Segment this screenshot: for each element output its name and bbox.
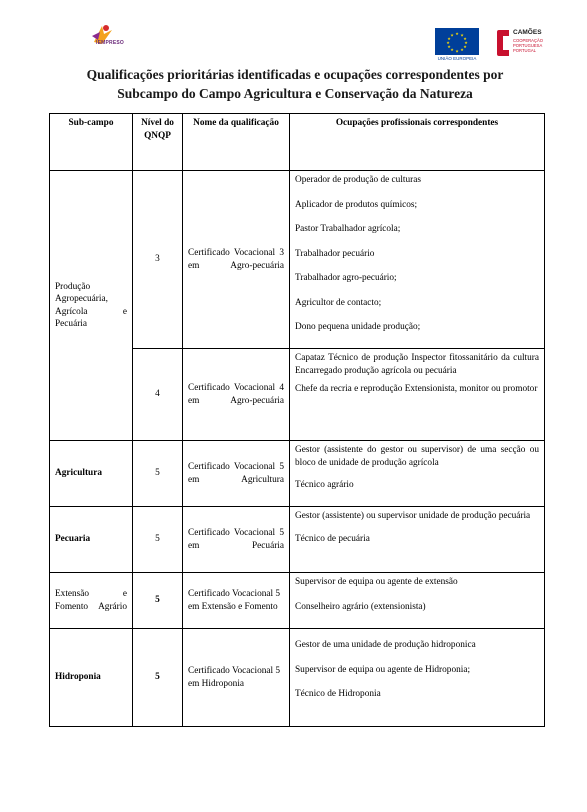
level-cell: 5	[133, 629, 183, 727]
occupations-cell	[290, 441, 545, 507]
subfield-cell	[50, 171, 133, 441]
occupations-cell	[290, 349, 545, 441]
svg-text:★: ★	[446, 40, 450, 45]
table-row	[50, 573, 545, 629]
occupation-item: Pastor Trabalhador agrícola;	[295, 224, 401, 234]
occupations-cell	[290, 171, 545, 349]
svg-text:★: ★	[463, 36, 467, 41]
occupation-item: Técnico de Hidroponia	[295, 689, 381, 699]
occupation-item: Gestor de uma unidade de produção hidroponica	[295, 640, 476, 650]
occupation-item: Aplicador de produtos químicos;	[295, 199, 418, 210]
camoes-subtitle: COOPERAÇÃO PORTUGUESA PORTUGAL	[513, 38, 544, 53]
subfield-cell: Hidroponia	[50, 629, 133, 727]
subfield-label: Produção Agropecuária, Agrícola e Pecuária	[55, 281, 127, 329]
title-line-2: Subcampo do Campo Agricultura e Conservação da Natureza	[117, 86, 473, 101]
eu-flag-icon	[435, 28, 479, 55]
svg-text:★: ★	[464, 40, 468, 45]
table-row	[50, 441, 545, 507]
camoes-mark-icon	[497, 30, 509, 56]
qualification-name: Certificado Vocacional 5 em Agricultura	[188, 462, 284, 485]
document-title	[60, 65, 530, 103]
occupation-item: Gestor (assistente) ou supervisor unidade de produção pecuária	[295, 511, 531, 521]
header-subfield: Sub-campo	[50, 114, 133, 171]
level-cell: 3	[133, 171, 183, 349]
qualification-name-cell	[183, 629, 290, 727]
qualification-name: Certificado Vocacional 5 em Pecuária	[188, 528, 284, 551]
level-cell: 5	[133, 507, 183, 573]
eu-caption: UNIÃO EUROPEIA	[437, 56, 477, 61]
svg-text:★: ★	[460, 47, 464, 52]
occupation-item: Trabalhador agro-pecuário;	[295, 273, 397, 283]
qualification-name-cell	[183, 171, 290, 349]
table-row	[50, 507, 545, 573]
occupation-item: Supervisor de equipa ou agente de extensão	[295, 577, 458, 587]
level-cell: 5	[133, 441, 183, 507]
qualifications-table	[49, 113, 545, 727]
table-row	[50, 629, 545, 727]
camoes-title: CAMÕES	[513, 29, 542, 36]
svg-text:★: ★	[463, 44, 467, 49]
qualification-name-cell	[183, 349, 290, 441]
occupation-item: Técnico de pecuária	[295, 533, 370, 544]
occupation-item: Agricultor de contacto;	[295, 297, 382, 308]
table-row	[50, 171, 545, 349]
camoes-logo	[497, 26, 559, 62]
svg-text:★: ★	[455, 31, 459, 36]
qualification-name: Certificado Vocacional 5 em Hidroponia	[188, 666, 281, 689]
iempreso-logo-text: IEMPRESO	[96, 40, 124, 46]
occupation-item: Supervisor de equipa ou agente de Hidroponia;	[295, 664, 471, 675]
level-cell: 5	[133, 573, 183, 629]
occupation-item: Gestor (assistente do gestor ou supervisor) de uma secção ou bloco de unidade de produção agrícola	[295, 445, 539, 468]
occupation-item: Operador de produção de culturas	[295, 175, 421, 185]
occupation-item: Dono pequena unidade produção;	[295, 322, 421, 332]
qualification-name-cell	[183, 573, 290, 629]
occupation-item: Conselheiro agrário (extensionista)	[295, 601, 426, 612]
svg-text:★: ★	[460, 32, 464, 38]
occupations-cell	[290, 573, 545, 629]
level-cell: 4	[133, 349, 183, 441]
svg-text:★: ★	[447, 36, 451, 41]
qualification-name: Certificado Vocacional 3 em Agro-pecuária	[188, 248, 284, 271]
qualification-name: Certificado Vocacional 4 em Agro-pecuária	[188, 383, 284, 406]
subfield-cell: Pecuaria	[50, 507, 133, 573]
qualification-name: Certificado Vocacional 5 em Extensão e Fomento	[188, 589, 281, 612]
occupation-item: Capataz Técnico de produção Inspector fitossanitário da cultura Encarregado produção agrícola ou pecuária	[295, 353, 539, 376]
header-level: Nível do QNQP	[133, 114, 183, 171]
subfield-cell: Agricultura	[50, 441, 133, 507]
svg-text:★: ★	[447, 44, 451, 49]
iempreso-logo	[86, 24, 136, 60]
occupation-item: Chefe da recria e reprodução Extensionista, monitor ou promotor	[295, 384, 538, 394]
svg-text:★: ★	[455, 48, 459, 54]
occupations-cell	[290, 507, 545, 573]
subfield-cell	[50, 573, 133, 629]
occupation-item: Trabalhador pecuário	[295, 248, 375, 259]
eu-logo	[435, 28, 479, 60]
table-header-row	[50, 114, 545, 171]
svg-text:★: ★	[450, 32, 454, 38]
qualification-name-cell	[183, 441, 290, 507]
occupation-item: Técnico agrário	[295, 480, 354, 490]
svg-text:★: ★	[450, 47, 454, 52]
qualification-name-cell	[183, 507, 290, 573]
header-occupations: Ocupações profissionais correspondentes	[290, 114, 545, 171]
subfield-label: Extensão e Fomento Agrário	[55, 589, 127, 612]
title-line-1: Qualificações prioritárias identificadas e ocupações correspondentes por	[86, 67, 504, 82]
occupations-cell	[290, 629, 545, 727]
header-name: Nome da qualificação	[183, 114, 290, 171]
